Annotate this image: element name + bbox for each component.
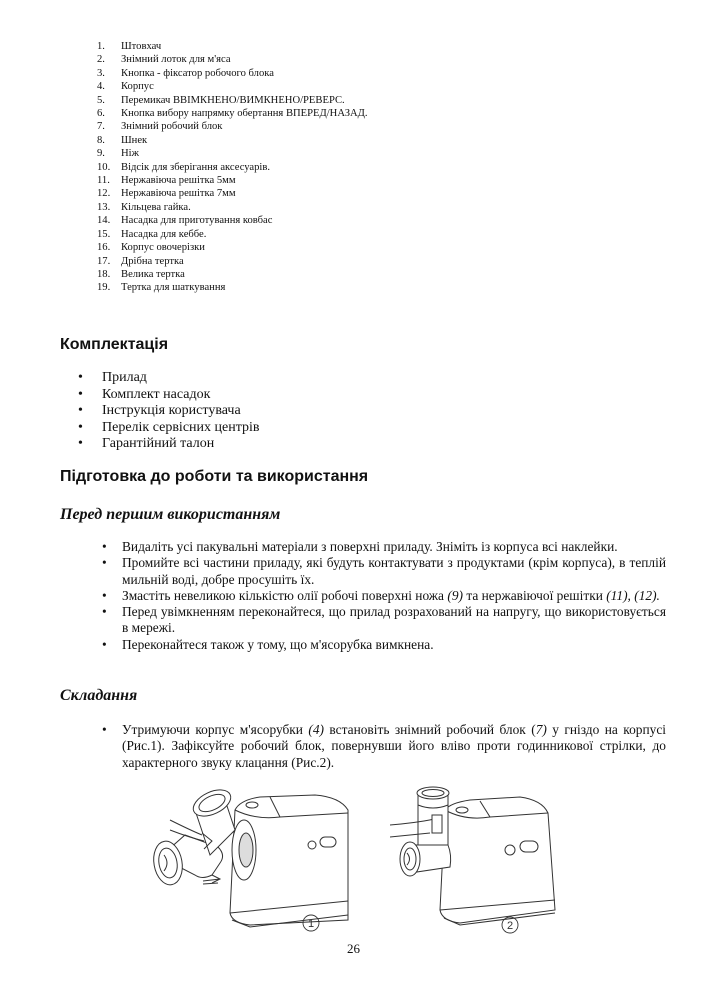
parts-list-item bbox=[97, 281, 368, 294]
part-reference: (11), (12). bbox=[606, 587, 660, 603]
item-text: Тертка для шаткування bbox=[121, 282, 226, 294]
bullet-icon: • bbox=[78, 403, 83, 418]
parts-list-item bbox=[97, 134, 368, 147]
item-text: Перемикач ВВІМКНЕНО/ВИМКНЕНО/РЕВЕРС. bbox=[121, 94, 345, 106]
item-number: 3. bbox=[97, 67, 105, 79]
item-text: Кнопка - фіксатор робочого блока bbox=[121, 67, 274, 79]
item-text: Кнопка вибору напрямку обертання ВПЕРЕД/НАЗАД. bbox=[121, 108, 368, 120]
item-number: 19. bbox=[97, 282, 111, 294]
instruction-text: Переконайтеся також у тому, що м'ясорубка вимкнена. bbox=[122, 636, 434, 652]
svg-text:1: 1 bbox=[307, 918, 315, 930]
bullet-icon: • bbox=[78, 386, 83, 402]
item-text: Нержавіюча решітка 7мм bbox=[121, 188, 236, 200]
parts-list-item bbox=[97, 214, 368, 227]
item-number: 14. bbox=[97, 215, 111, 227]
meat-grinder-illustration-2 bbox=[390, 775, 580, 940]
parts-list-item bbox=[97, 161, 368, 174]
instruction-text: Видаліть усі пакувальні матеріали з поверхні приладу. Зніміть із корпуса всі наклейки. bbox=[122, 539, 618, 554]
kit-item-text: Інструкція користувача bbox=[102, 403, 241, 418]
assembly-heading: Складання bbox=[60, 687, 138, 704]
kit-item-text: Перелік сервісних центрів bbox=[102, 419, 260, 435]
part-reference: (9) bbox=[447, 587, 463, 603]
item-number: 16. bbox=[97, 242, 111, 254]
assembly-list bbox=[102, 722, 666, 771]
parts-list-item bbox=[97, 228, 368, 241]
kit-item-text: Прилад bbox=[102, 370, 147, 385]
instruction-item bbox=[102, 604, 666, 637]
bullet-icon: • bbox=[78, 419, 83, 435]
parts-list-item bbox=[97, 268, 368, 281]
bullet-icon: • bbox=[102, 722, 107, 737]
item-text: Ніж bbox=[121, 148, 139, 160]
instruction-item bbox=[102, 539, 666, 555]
parts-list bbox=[97, 40, 368, 295]
parts-list-item bbox=[97, 120, 368, 133]
bullet-icon: • bbox=[78, 436, 83, 451]
item-text: Дрібна тертка bbox=[121, 255, 184, 267]
item-text: Корпус овочерізки bbox=[121, 242, 205, 254]
assembly-figures bbox=[140, 775, 580, 940]
first-use-heading: Перед першим використанням bbox=[60, 506, 281, 523]
item-number: 5. bbox=[97, 94, 105, 106]
parts-list-item bbox=[97, 53, 368, 66]
item-text: Знімний робочий блок bbox=[121, 121, 223, 133]
item-number: 11. bbox=[97, 175, 110, 187]
item-number: 9. bbox=[97, 148, 105, 160]
instruction-item bbox=[102, 555, 666, 588]
kit-item-text: Гарантійний талон bbox=[102, 436, 215, 451]
kit-list bbox=[78, 370, 260, 453]
part-reference: (4) bbox=[308, 722, 325, 737]
bullet-icon: • bbox=[102, 539, 107, 554]
figure-2 bbox=[390, 775, 580, 940]
parts-list-item bbox=[97, 174, 368, 187]
kit-list-item bbox=[78, 370, 260, 387]
item-text: Штовхач bbox=[121, 41, 162, 52]
item-text: Знімний лоток для м'яса bbox=[121, 54, 231, 66]
parts-list-item bbox=[97, 255, 368, 268]
parts-list-item bbox=[97, 147, 368, 160]
instruction-text: Утримуючи корпус м'ясорубки bbox=[122, 722, 309, 737]
parts-list-item bbox=[97, 107, 368, 120]
item-number: 8. bbox=[97, 134, 105, 146]
item-text: Нержавіюча решітка 5мм bbox=[121, 175, 236, 187]
kit-heading: Комплектація bbox=[60, 336, 169, 353]
item-number: 10. bbox=[97, 161, 111, 173]
instruction-item bbox=[102, 637, 666, 653]
instruction-text: Перед увімкненням переконайтеся, що прилад розрахований на напругу, що використовується в мережі. bbox=[122, 604, 666, 636]
part-reference: 7) bbox=[535, 722, 547, 737]
bullet-icon: • bbox=[78, 370, 83, 385]
instruction-item bbox=[102, 722, 666, 771]
item-text: Корпус bbox=[121, 81, 154, 93]
instruction-text: Змастіть невеликою кількістю олії робочі поверхні ножа bbox=[122, 587, 448, 603]
bullet-icon: • bbox=[102, 587, 107, 603]
kit-list-item bbox=[78, 420, 260, 437]
kit-list-item bbox=[78, 387, 260, 404]
instruction-text: встановіть знімний робочий блок ( bbox=[324, 722, 536, 737]
page-number: 26 bbox=[347, 941, 360, 956]
item-text: Насадка для приготування ковбас bbox=[121, 215, 273, 227]
item-number: 7. bbox=[97, 121, 105, 133]
parts-list-item bbox=[97, 201, 368, 214]
item-number: 1. bbox=[97, 41, 105, 52]
item-number: 6. bbox=[97, 108, 105, 120]
bullet-icon: • bbox=[102, 636, 107, 652]
kit-item-text: Комплект насадок bbox=[102, 386, 211, 402]
first-use-list bbox=[102, 539, 666, 653]
parts-list-item bbox=[97, 94, 368, 107]
item-number: 4. bbox=[97, 81, 105, 93]
preparation-heading: Підготовка до роботи та використання bbox=[60, 468, 369, 485]
item-number: 15. bbox=[97, 228, 111, 240]
item-text: Велика тертка bbox=[121, 268, 185, 280]
kit-list-item bbox=[78, 403, 260, 420]
item-text: Шнек bbox=[121, 134, 148, 146]
svg-text:2: 2 bbox=[506, 920, 514, 932]
instruction-text: у гніздо на корпусі (Рис.1). Зафіксуйте робочий блок, повернувши його вліво проти годинникової стрілки, до характерного звуку клацання (Рис.2). bbox=[122, 722, 666, 770]
parts-list-item bbox=[97, 187, 368, 200]
bullet-icon: • bbox=[102, 555, 107, 571]
item-number: 17. bbox=[97, 255, 111, 267]
item-text: Кільцева гайка. bbox=[121, 201, 191, 213]
bullet-icon: • bbox=[102, 604, 107, 620]
kit-list-item bbox=[78, 436, 260, 453]
instruction-text: та нержавіючої решітки bbox=[462, 587, 607, 603]
item-text: Відсік для зберігання аксесуарів. bbox=[121, 161, 271, 173]
instruction-text: Промийте всі частини приладу, які будуть контактувати з продуктами (крім корпуса), в теплій мильній воді, добре просушіть їх. bbox=[122, 555, 666, 587]
item-text: Насадка для кеббе. bbox=[121, 228, 207, 240]
item-number: 2. bbox=[97, 54, 105, 66]
meat-grinder-illustration-1 bbox=[140, 775, 350, 940]
item-number: 13. bbox=[97, 201, 111, 213]
parts-list-item bbox=[97, 80, 368, 93]
item-number: 18. bbox=[97, 268, 111, 280]
parts-list-item bbox=[97, 241, 368, 254]
parts-list-item bbox=[97, 40, 368, 53]
figure-1 bbox=[140, 775, 350, 940]
parts-list-item bbox=[97, 67, 368, 80]
instruction-item bbox=[102, 588, 666, 604]
item-number: 12. bbox=[97, 188, 111, 200]
